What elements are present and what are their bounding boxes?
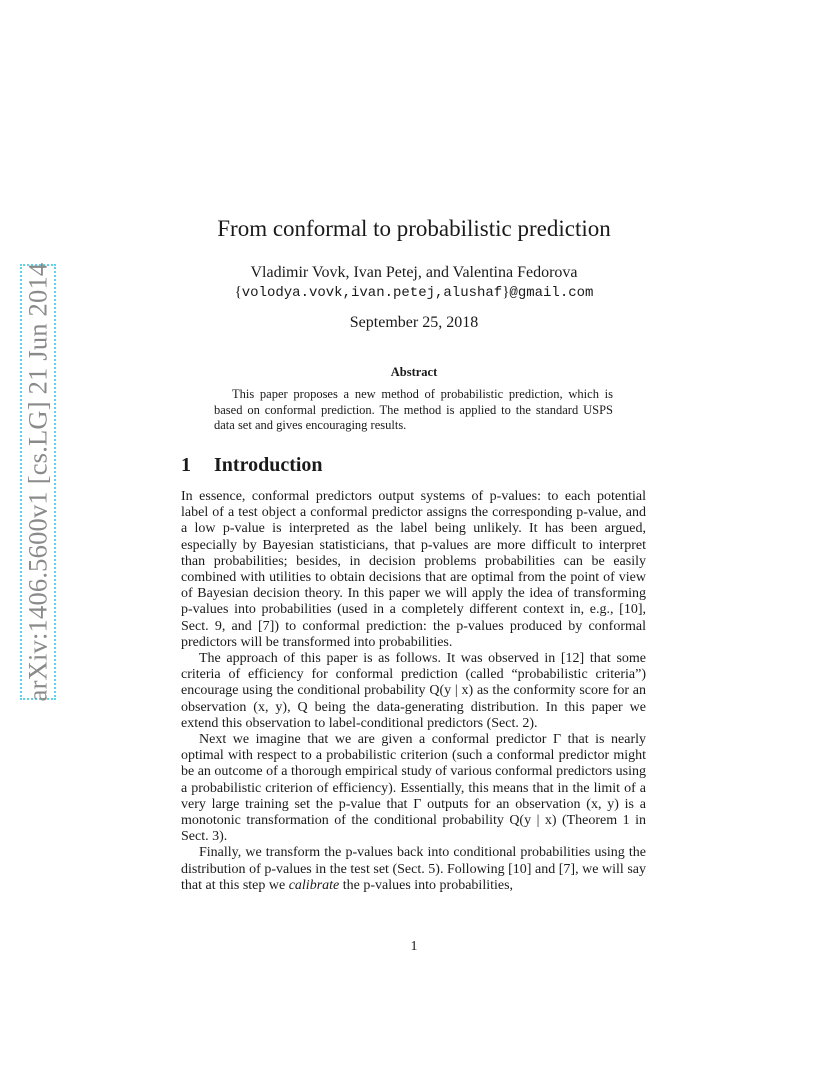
abstract-text: This paper proposes a new method of probabilistic prediction, which is based on conformal prediction. The method is applied to the standard USPS data set and gives encouraging results. (214, 387, 613, 432)
email-domain: @gmail.com (509, 285, 594, 301)
paper-title: From conformal to probabilistic prediction (217, 216, 611, 241)
arxiv-stamp-text: arXiv:1406.5600v1 [cs.LG] 21 Jun 2014 (22, 262, 53, 702)
section-title: Introduction (214, 454, 323, 476)
paragraph-4 (181, 845, 646, 894)
page-number: 1 (410, 939, 418, 954)
paragraph-4-start: Finally, we transform the p-values back into conditional probabilities using the distribution of p-values in the test set (Sect. 5). Following [10] and [7], we will say that at this step we (181, 845, 646, 893)
paragraph-3: Next we imagine that we are given a conformal predictor Γ that is nearly optimal with respect to a probabilistic criterion (such a conformal predictor might be an outcome of a thorough empirical study of various conformal predictors using a probabilistic criterion of efficiency). Essentially, this means that in the limit of a very large training set the p-value that Γ outputs for an observation (x, y) is a monotonic transformation of the conditional probability Q(y | x) (Theorem 1 in Sect. 3). (181, 732, 646, 845)
email-users: volodya.vovk,ivan.petej,alushaf (241, 285, 503, 301)
section-body (181, 489, 646, 894)
section-heading (181, 454, 323, 477)
paragraph-4-emphasis: calibrate (288, 877, 340, 893)
author-list: Vladimir Vovk, Ivan Petej, and Valentina Fedorova (250, 264, 578, 281)
paragraph-4-end: the p-values into probabilities, (339, 877, 514, 893)
email-brace-open: { (234, 284, 242, 300)
abstract-heading: Abstract (390, 365, 438, 379)
paper-date: September 25, 2018 (349, 314, 479, 331)
section-number: 1 (181, 454, 191, 476)
paragraph-2: The approach of this paper is as follows. It was observed in [12] that some criteria of efficiency for conformal prediction (called “probabilistic criteria”) encourage using the conditional probability Q(y | x) as the conformity score for an observation (x, y), Q being the data-generating distribution. In this paper we extend this observation to label-conditional predictors (Sect. 2). (181, 651, 646, 731)
paragraph-1: In essence, conformal predictors output systems of p-values: to each potential label of a test object a conformal predictor assigns the corresponding p-value, and a low p-value is interpreted as the label being unlikely. It has been argued, especially by Bayesian statisticians, that p-values are more difficult to interpret than probabilities; besides, in decision problems probabilities can be easily combined with utilities to obtain decisions that are optimal from the point of view of Bayesian decision theory. In this paper we will apply the idea of transforming p-values into probabilities (used in a completely different context in, e.g., [10], Sect. 9, and [7]) to conformal prediction: the p-values produced by conformal predictors will be transformed into probabilities. (181, 489, 646, 650)
author-emails (0, 284, 828, 301)
email-brace-close: } (502, 284, 510, 300)
